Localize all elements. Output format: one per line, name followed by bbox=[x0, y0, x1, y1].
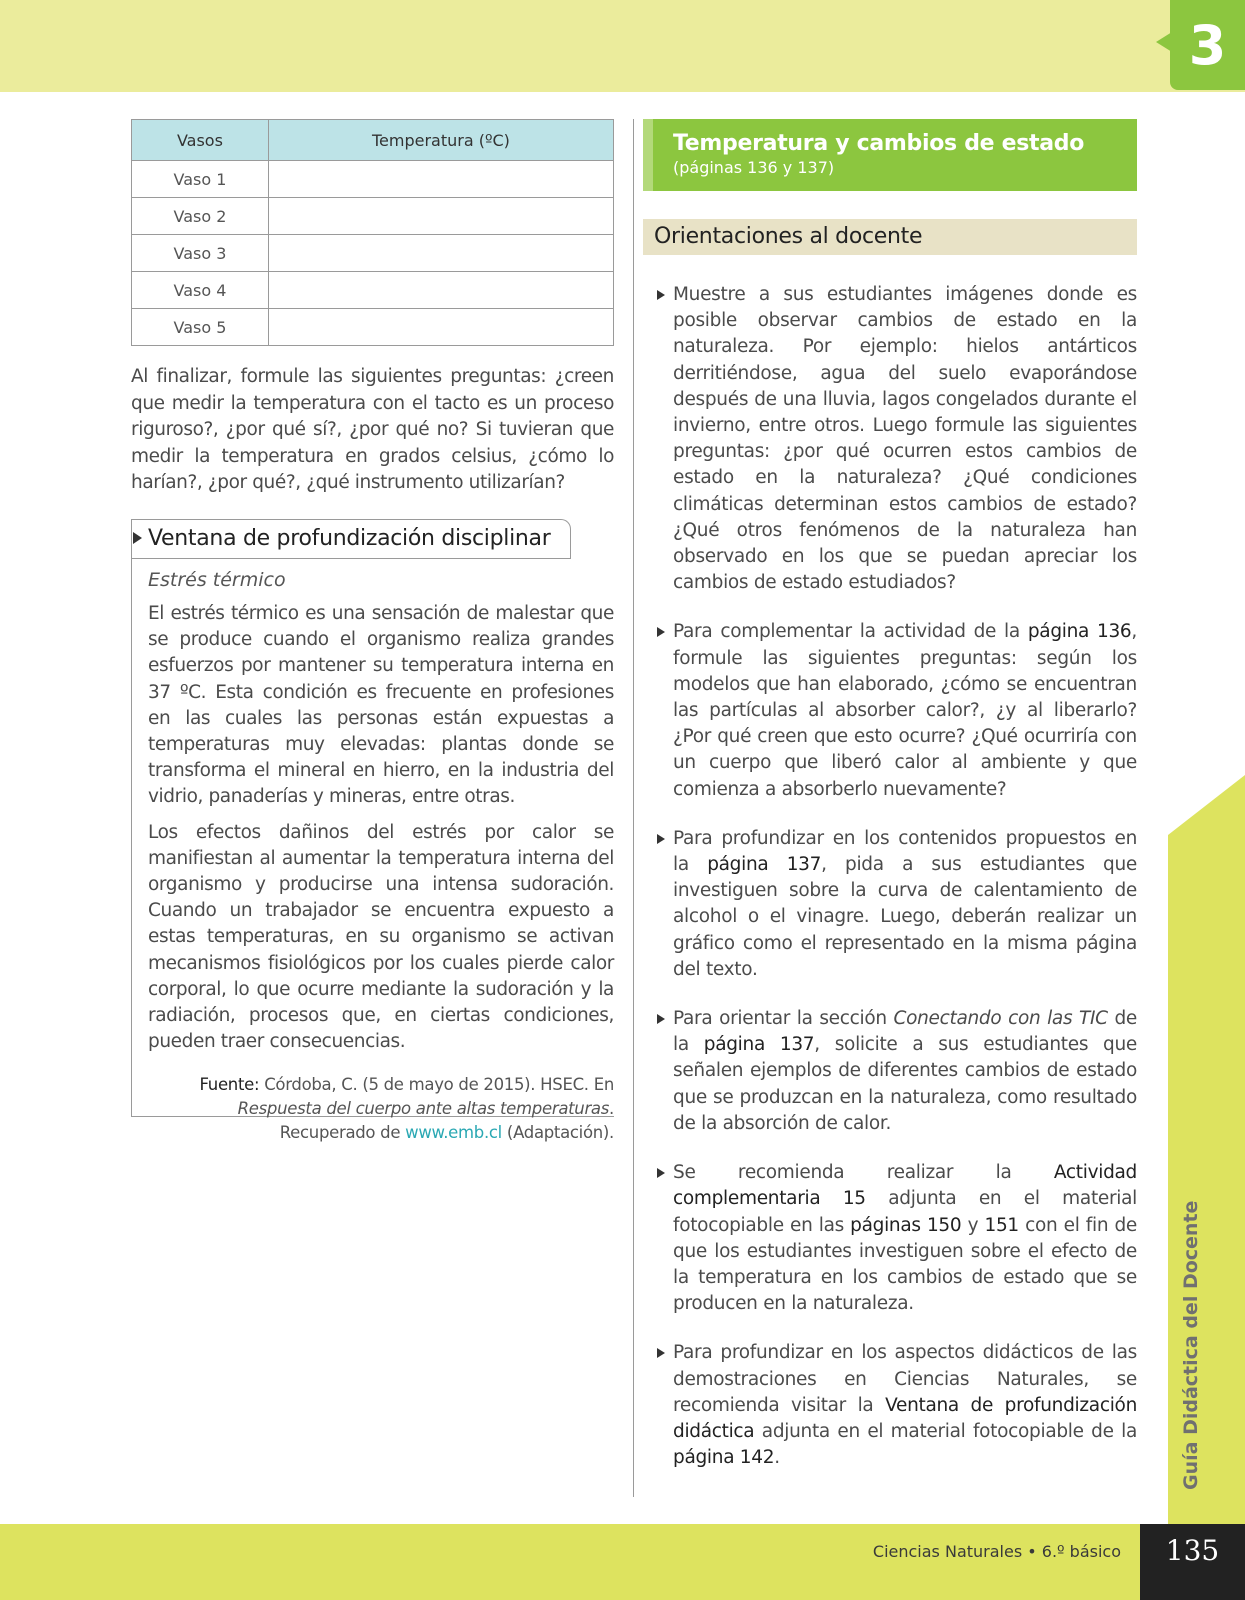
top-band bbox=[0, 0, 1245, 92]
page-number: 135 bbox=[1140, 1524, 1245, 1600]
triangle-right-icon bbox=[657, 1168, 665, 1178]
page-reference: páginas 150 bbox=[850, 1214, 962, 1236]
table-cell: Vaso 1 bbox=[132, 161, 269, 198]
table-cell: Vaso 5 bbox=[132, 309, 269, 346]
temperature-table bbox=[131, 119, 614, 346]
bullet-text: , formule las siguientes preguntas: según los modelos que han elaborado, ¿cómo se encuentran las partículas al absorber calor?, ¿y al liberarlo? ¿Por qué creen que esto ocurre? ¿Qué ocurriría con un cuerpo que liberó calor al ambiente y que comienza a absorberlo nuevamente? bbox=[673, 621, 1137, 800]
table-cell: Vaso 3 bbox=[132, 235, 269, 272]
table-cell-empty bbox=[268, 198, 613, 235]
intro-paragraph: Al finalizar, formule las siguientes preguntas: ¿creen que medir la temperatura con el tacto es un proceso riguroso?, ¿por qué sí?, ¿por qué no? Si tuvieran que medir la temperatura en grados celsius, ¿cómo lo harían?, ¿por qué?, ¿qué instrumento utilizarían? bbox=[131, 366, 614, 493]
window-box bbox=[131, 519, 614, 1143]
bullet-text: con el fin de que los estudiantes investiguen sobre el efecto de la temperatura en los cambios de estado que se producen en la naturaleza. bbox=[673, 1214, 1138, 1315]
source-label: Fuente: bbox=[199, 1075, 260, 1095]
page-reference: página 137 bbox=[707, 854, 822, 876]
bullet-text: adjunta en el material fotocopiable de la bbox=[754, 1420, 1137, 1442]
list-item bbox=[643, 1006, 1137, 1137]
triangle-right-icon bbox=[657, 1348, 665, 1358]
list-item bbox=[643, 1340, 1137, 1471]
window-subtitle: Estrés térmico bbox=[148, 569, 286, 591]
list-item bbox=[643, 619, 1137, 802]
chapter-number-tab: 3 bbox=[1170, 0, 1245, 90]
table-row bbox=[132, 235, 614, 272]
orientations-header: Orientaciones al docente bbox=[643, 219, 1137, 255]
page-reference: página 137 bbox=[703, 1034, 815, 1056]
triangle-right-icon bbox=[657, 834, 665, 844]
footer-text: Ciencias Naturales • 6.º básico bbox=[872, 1542, 1121, 1561]
triangle-right-icon bbox=[657, 627, 665, 637]
table-header-row bbox=[132, 120, 614, 161]
table-header: Temperatura (ºC) bbox=[268, 120, 613, 161]
section-title: Temperatura y cambios de estado bbox=[673, 131, 1085, 156]
table-cell: Vaso 4 bbox=[132, 272, 269, 309]
bullet-text: y bbox=[961, 1214, 985, 1236]
page-reference: 151 bbox=[984, 1214, 1019, 1236]
column-divider bbox=[633, 119, 634, 1497]
bullet-text: Para orientar la sección bbox=[673, 1008, 894, 1030]
window-source bbox=[148, 1073, 614, 1145]
bullet-text: . bbox=[774, 1447, 780, 1469]
bullet-text: Para profundizar en los contenidos propuestos en la bbox=[673, 827, 1137, 876]
table-row bbox=[132, 272, 614, 309]
section-header bbox=[643, 119, 1137, 191]
bullet-text: Para profundizar en los aspectos didácticos de las demostraciones en Ciencias Naturales, se recomienda visitar la bbox=[673, 1342, 1137, 1416]
bullet-text: Muestre a sus estudiantes imágenes donde es posible observar cambios de estado en la naturaleza. Por ejemplo: hielos antárticos derritiéndose, agua del suelo evaporándose después de una lluvia, lagos congelados durante el invierno, entre otros. Luego formule las siguientes preguntas: ¿por qué ocurren estos cambios de estado en la naturaleza? ¿Qué condiciones climáticas determinan estos cambios de estado? ¿Qué otros fenómenos de la naturaleza han observado en los que se puedan apreciar los cambios de estado estudiados? bbox=[673, 284, 1137, 594]
source-text: (Adaptación). bbox=[501, 1123, 614, 1143]
left-column bbox=[131, 119, 614, 515]
activity-reference: Actividad complementaria 15 bbox=[673, 1162, 1137, 1210]
table-row bbox=[132, 198, 614, 235]
bullet-text: de la bbox=[673, 1008, 1137, 1056]
bullet-text: Se recomienda realizar la bbox=[673, 1162, 1054, 1184]
list-item bbox=[643, 826, 1137, 983]
window-title bbox=[131, 519, 571, 559]
triangle-right-icon bbox=[133, 532, 142, 544]
list-item bbox=[643, 1160, 1137, 1317]
bullet-text: Para complementar la actividad de la bbox=[673, 621, 1028, 643]
source-text: . Recuperado de bbox=[279, 1099, 614, 1143]
bullet-text: , pida a sus estudiantes que investiguen sobre la curva de calentamiento de alcohol o el vinagre. Luego, deberán realizar un gráfico como el representado en la misma página del texto. bbox=[673, 854, 1137, 980]
side-label: Guía Didáctica del Docente bbox=[1180, 1200, 1202, 1490]
page-reference: página 136 bbox=[1027, 621, 1132, 643]
page-reference: página 142 bbox=[673, 1447, 775, 1469]
table-row bbox=[132, 309, 614, 346]
window-frame-left bbox=[131, 519, 132, 1117]
bullet-text: , solicite a sus estudiantes que señalen ejemplos de diferentes cambios de estado que se produzcan en la naturaleza, como resultado de la absorción de calor. bbox=[673, 1034, 1137, 1134]
window-reference: Ventana de profundización didáctica bbox=[673, 1394, 1137, 1442]
list-item bbox=[643, 282, 1137, 596]
window-paragraph: Los efectos dañinos del estrés por calor se manifiestan al aumentar la temperatura interna del organismo y producirse una intensa sudoración. Cuando un trabajador se encuentra expuesto a estas temperaturas, en su organismo se activan mecanismos fisiológicos por los cuales pierde calor corporal, lo que ocurre mediante la sudoración y la radiación, procesos que, en ciertas condiciones, pueden traer consecuencias. bbox=[148, 821, 614, 1053]
source-text: Córdoba, C. (5 de mayo de 2015). HSEC. En bbox=[259, 1075, 614, 1095]
window-body bbox=[148, 569, 614, 1145]
source-italic: Respuesta del cuerpo ante altas temperaturas bbox=[237, 1099, 610, 1119]
table-cell-empty bbox=[268, 309, 613, 346]
table-cell-empty bbox=[268, 235, 613, 272]
table-cell-empty bbox=[268, 272, 613, 309]
triangle-right-icon bbox=[657, 1014, 665, 1024]
window-paragraph: El estrés térmico es una sensación de malestar que se produce cuando el organismo realiza grandes esfuerzos por mantener su temperatura interna en 37 ºC. Esta condición es frecuente en profesiones en las cuales las personas están expuestas a temperaturas muy elevadas: plantas donde se transforma el mineral en hierro, en la industria del vidrio, panaderías y mineras, entre otras. bbox=[148, 603, 614, 808]
section-pages: (páginas 136 y 137) bbox=[673, 158, 835, 177]
source-link[interactable]: www.emb.cl bbox=[405, 1123, 502, 1143]
triangle-right-icon bbox=[657, 290, 665, 300]
section-reference: Conectando con las TIC bbox=[893, 1008, 1108, 1030]
bullet-list bbox=[643, 282, 1137, 1471]
right-column bbox=[643, 119, 1137, 1494]
table-header: Vasos bbox=[132, 120, 269, 161]
table-cell-empty bbox=[268, 161, 613, 198]
bullet-text: adjunta en el material fotocopiable en las bbox=[673, 1188, 1137, 1236]
table-cell: Vaso 2 bbox=[132, 198, 269, 235]
table-row bbox=[132, 161, 614, 198]
window-title-text: Ventana de profundización disciplinar bbox=[148, 526, 551, 551]
